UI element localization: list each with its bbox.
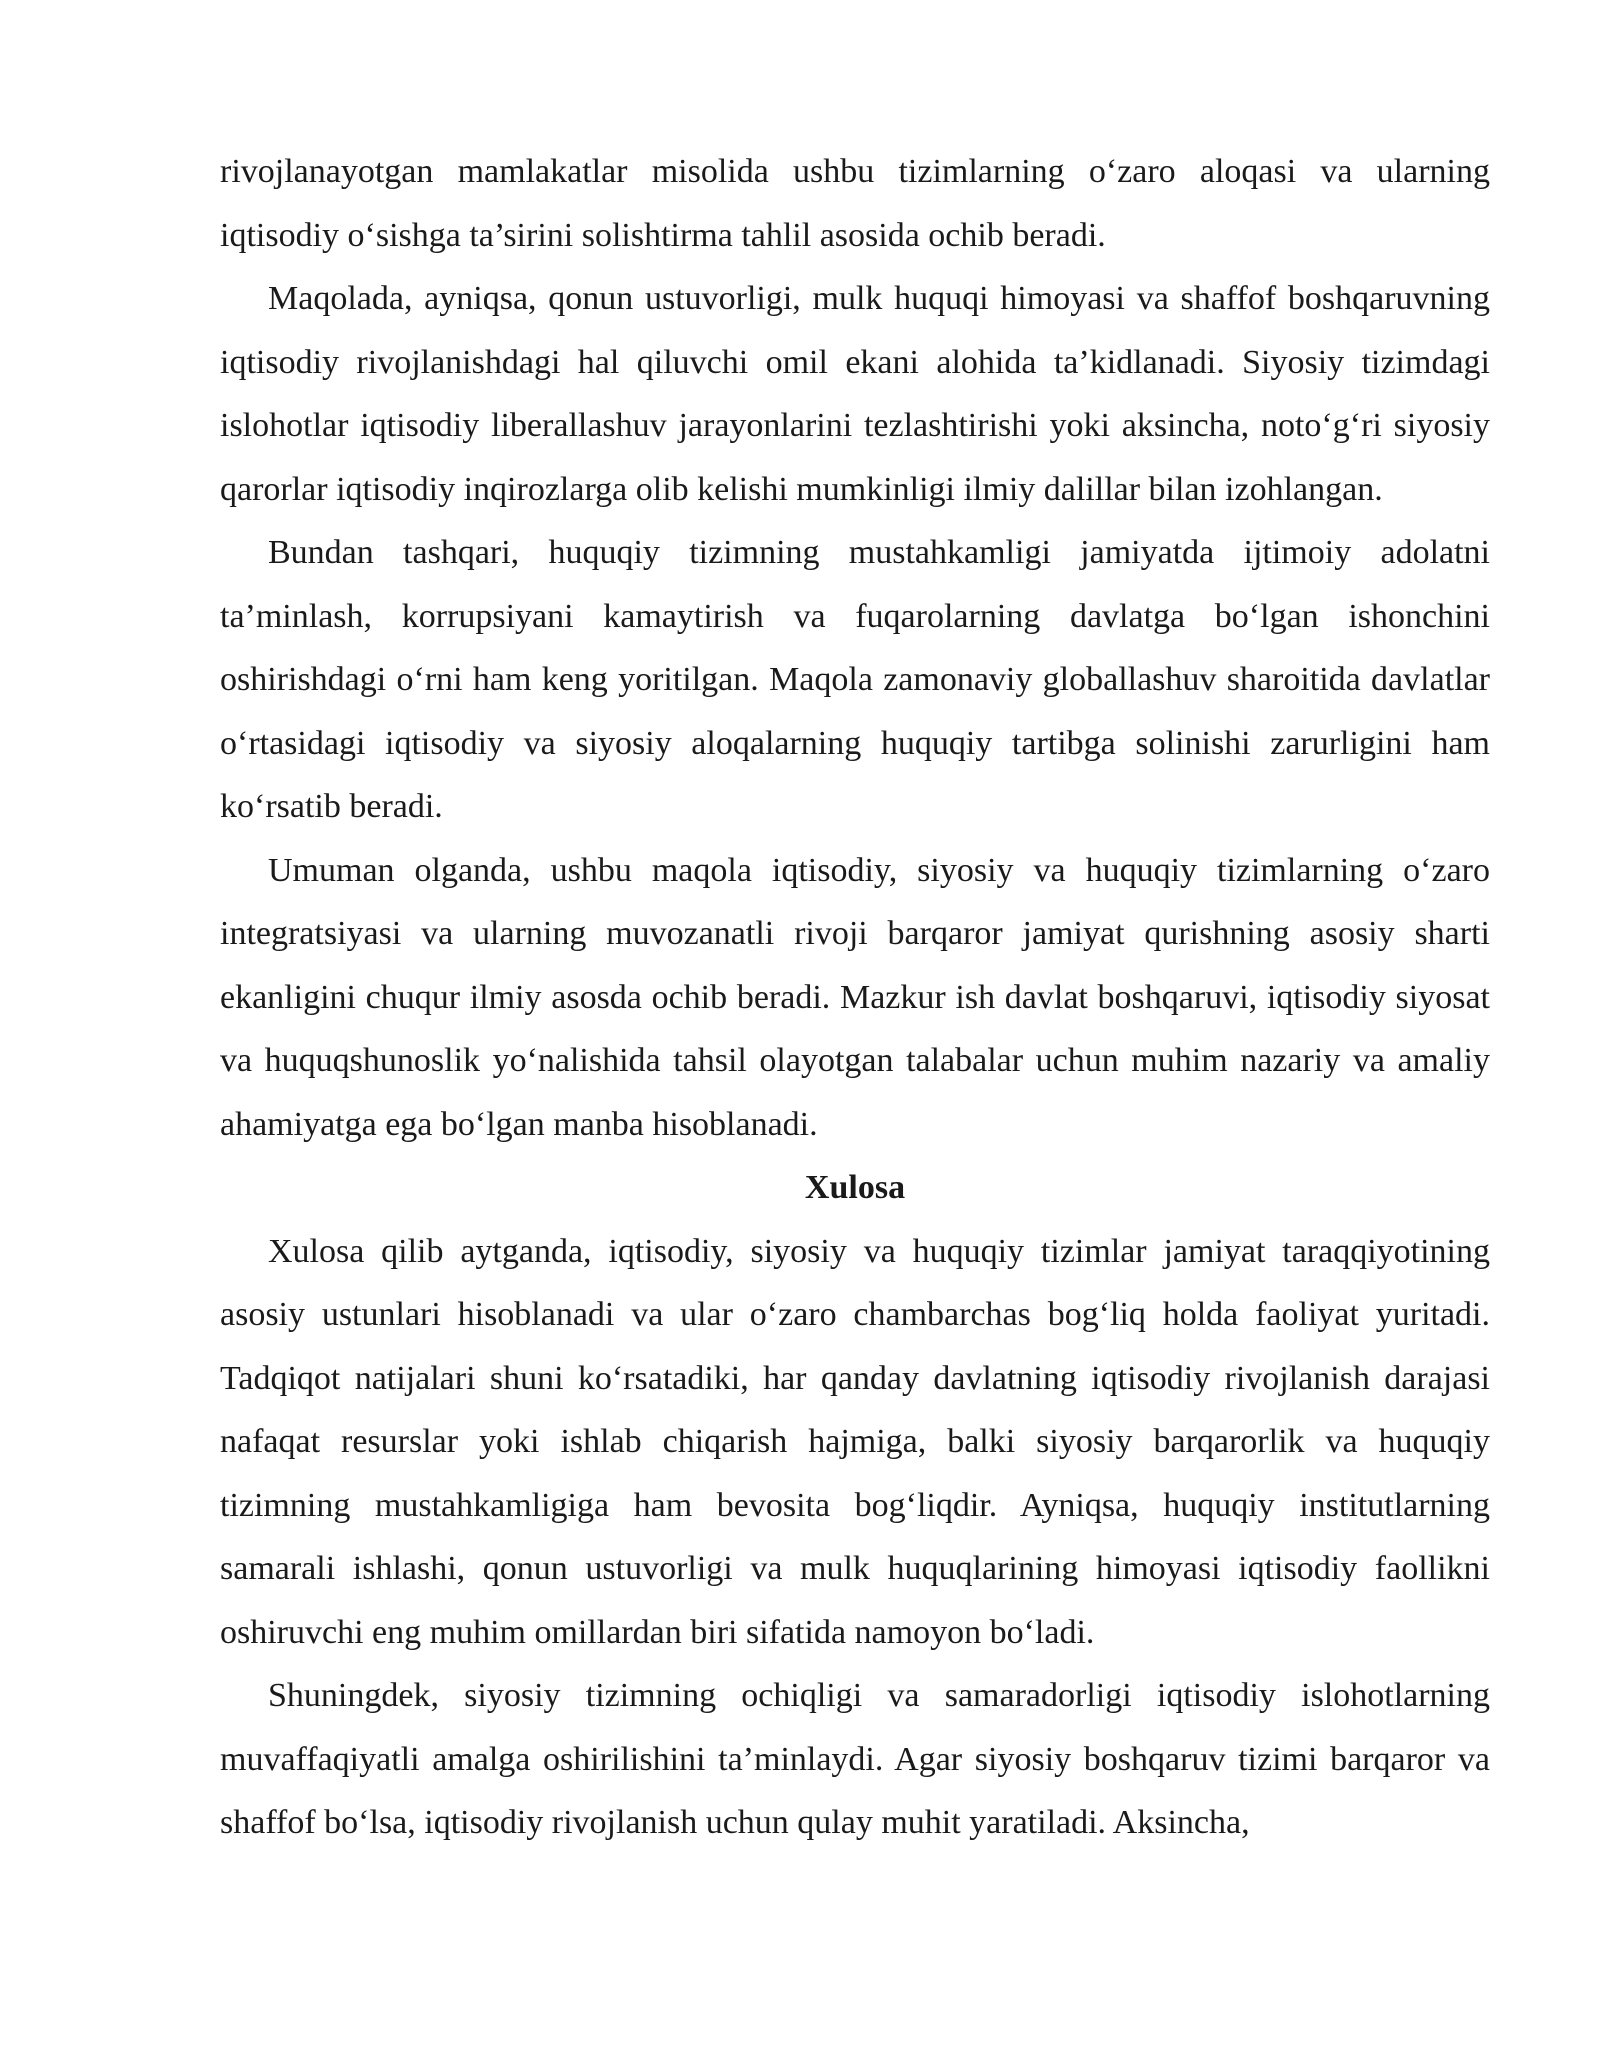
paragraph: Maqolada, ayniqsa, qonun ustuvorligi, mulk huquqi himoyasi va shaffof boshqaruvning iqtisodiy rivojlanishdagi hal qiluvchi omil ekani alohida ta’kidlanadi. Siyosiy tizimdagi islohotlar iqtisodiy liberallashuv jarayonlarini tezlashtirishi yoki aksincha, noto‘g‘ri siyosiy qarorlar iqtisodiy inqirozlarga olib kelishi mumkinligi ilmiy dalillar bilan izohlangan. [220,280,1490,508]
paragraph: Shuningdek, siyosiy tizimning ochiqligi va samaradorligi iqtisodiy islohotlarning muvaffaqiyatli amalga oshirilishini ta’minlaydi. Agar siyosiy boshqaruv tizimi barqaror va shaffof bo‘lsa, iqtisodiy rivojlanish uchun qulay muhit yaratiladi. Aksincha, [220,1677,1490,1841]
document-page [220,140,1490,1855]
paragraph: Umuman olganda, ushbu maqola iqtisodiy, siyosiy va huquqiy tizimlarning o‘zaro integratsiyasi va ularning muvozanatli rivoji barqaror jamiyat qurishning asosiy sharti ekanligini chuqur ilmiy asosda ochib beradi. Mazkur ish davlat boshqaruvi, iqtisodiy siyosat va huquqshunoslik yo‘nalishida tahsil olayotgan talabalar uchun muhim nazariy va amaliy ahamiyatga ega bo‘lgan manba hisoblanadi. [220,851,1490,1143]
paragraph-continuation: rivojlanayotgan mamlakatlar misolida ushbu tizimlarning o‘zaro aloqasi va ularning iqtisodiy o‘sishga ta’sirini solishtirma tahlil asosida ochib beradi. [220,153,1490,254]
section-heading: Xulosa [804,1169,906,1206]
paragraph: Xulosa qilib aytganda, iqtisodiy, siyosiy va huquqiy tizimlar jamiyat taraqqiyotining asosiy ustunlari hisoblanadi va ular o‘zaro chambarchas bog‘liq holda faoliyat yuritadi. Tadqiqot natijalari shuni ko‘rsatadiki, har qanday davlatning iqtisodiy rivojlanish darajasi nafaqat resurslar yoki ishlab chiqarish hajmiga, balki siyosiy barqarorlik va huquqiy tizimning mustahkamligiga ham bevosita bog‘liqdir. Ayniqsa, huquqiy institutlarning samarali ishlashi, qonun ustuvorligi va mulk huquqlarining himoyasi iqtisodiy faollikni oshiruvchi eng muhim omillardan biri sifatida namoyon bo‘ladi. [220,1232,1490,1651]
paragraph: Bundan tashqari, huquqiy tizimning mustahkamligi jamiyatda ijtimoiy adolatni ta’minlash, korrupsiyani kamaytirish va fuqarolarning davlatga bo‘lgan ishonchini oshirishdagi o‘rni ham keng yoritilgan. Maqola zamonaviy globallashuv sharoitida davlatlar o‘rtasidagi iqtisodiy va siyosiy aloqalarning huquqiy tartibga solinishi zarurligini ham ko‘rsatib beradi. [220,534,1490,825]
